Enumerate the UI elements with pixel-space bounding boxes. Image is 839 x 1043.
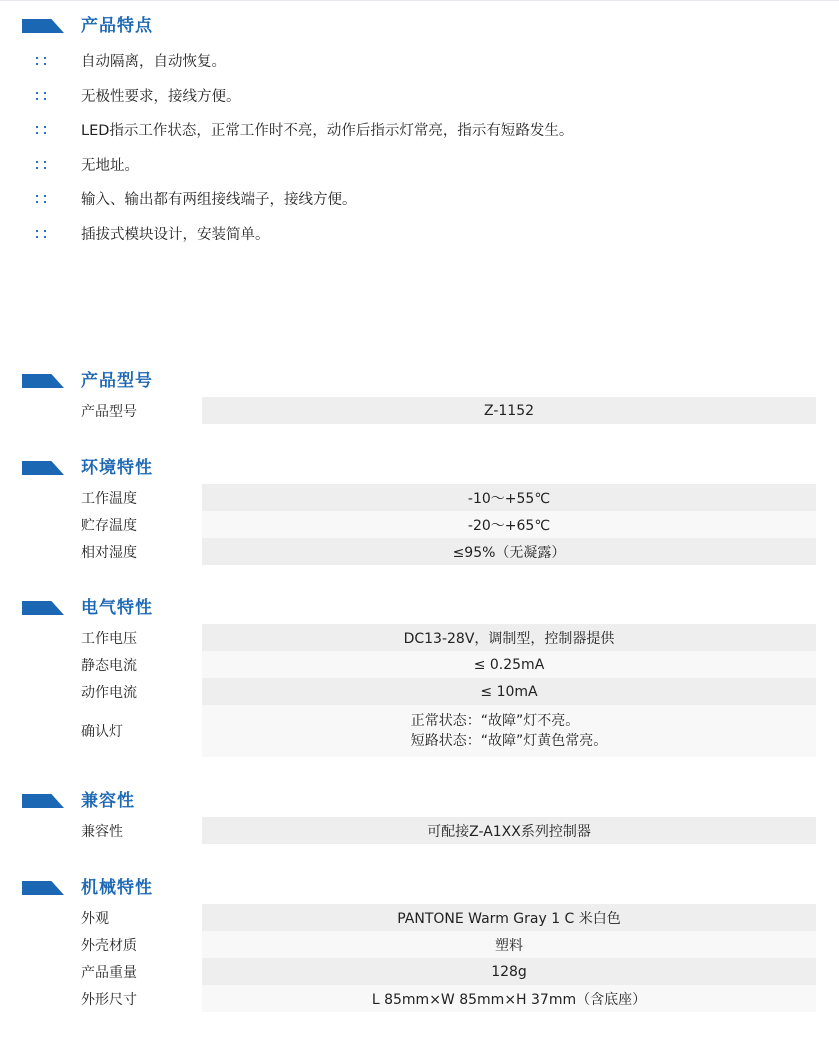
section-mechanical xyxy=(0,875,839,1008)
spec-value xyxy=(202,931,816,958)
spec-value-text: -20～+65℃ xyxy=(467,517,551,534)
spec-value-multiline xyxy=(411,711,608,751)
list-item xyxy=(0,152,839,187)
spec-label: 确认灯 xyxy=(81,724,123,740)
section-model xyxy=(0,368,839,420)
section-header xyxy=(0,13,839,39)
feature-text: 输入、输出都有两组接线端子，接线方便。 xyxy=(81,192,357,209)
section-title: 产品特点 xyxy=(81,16,153,36)
spec-value xyxy=(202,958,816,985)
table-row xyxy=(0,817,839,844)
section-compatibility xyxy=(0,788,839,840)
spec-value-text: ≤95%（无凝露） xyxy=(452,544,566,561)
spec-value-text: DC13-28V，调制型，控制器提供 xyxy=(403,630,615,647)
spec-label: 产品重量 xyxy=(81,964,137,981)
section-title: 电气特性 xyxy=(81,598,153,618)
section-marker-icon xyxy=(22,374,64,388)
table-row xyxy=(0,538,839,565)
section-header xyxy=(0,368,839,394)
spec-table xyxy=(0,817,839,844)
spec-value-text: PANTONE Warm Gray 1 C 米白色 xyxy=(397,910,621,927)
table-row xyxy=(0,397,839,424)
dotted-bullet-icon xyxy=(36,54,50,68)
table-row xyxy=(0,624,839,651)
top-divider xyxy=(0,0,839,1)
table-row xyxy=(0,651,839,678)
section-title: 产品型号 xyxy=(81,371,153,391)
spec-value xyxy=(202,678,816,705)
dotted-bullet-icon xyxy=(36,227,50,241)
table-row xyxy=(0,904,839,931)
spec-label: 兼容性 xyxy=(81,823,123,840)
spec-value-text: 塑料 xyxy=(495,937,523,954)
spec-value xyxy=(202,651,816,678)
section-title: 环境特性 xyxy=(81,458,153,478)
list-item xyxy=(0,48,839,83)
spec-value-text: L 85mm×W 85mm×H 37mm（含底座） xyxy=(371,991,647,1008)
feature-list xyxy=(0,48,839,256)
section-features xyxy=(0,13,839,243)
dotted-bullet-icon xyxy=(36,158,50,172)
spec-label: 外形尺寸 xyxy=(81,991,137,1008)
spec-table xyxy=(0,484,839,565)
feature-text: 无地址。 xyxy=(81,157,139,174)
table-row xyxy=(0,484,839,511)
spec-table xyxy=(0,397,839,424)
section-electrical xyxy=(0,595,839,749)
table-row xyxy=(0,511,839,538)
section-header xyxy=(0,788,839,814)
table-row xyxy=(0,931,839,958)
list-item xyxy=(0,186,839,221)
spec-value-text: Z-1152 xyxy=(483,402,535,419)
dotted-bullet-icon xyxy=(36,192,50,206)
spec-label: 外观 xyxy=(81,910,109,927)
spec-label: 静态电流 xyxy=(81,657,137,674)
spec-value xyxy=(202,624,816,651)
spec-value-text: ≤ 10mA xyxy=(480,683,538,700)
spec-value-text: -10～+55℃ xyxy=(467,490,551,507)
feature-text: 插拔式模块设计，安装简单。 xyxy=(81,226,270,243)
section-marker-icon xyxy=(22,794,64,808)
section-header xyxy=(0,595,839,621)
spec-value xyxy=(202,985,816,1012)
spec-label: 外壳材质 xyxy=(81,937,137,954)
dotted-bullet-icon xyxy=(36,89,50,103)
dotted-bullet-icon xyxy=(36,123,50,137)
list-item xyxy=(0,117,839,152)
spec-value-line: 短路状态：“故障”灯黄色常亮。 xyxy=(410,733,608,749)
spec-label: 动作电流 xyxy=(81,684,137,701)
spec-value xyxy=(202,484,816,511)
spec-value-text: 128g xyxy=(491,963,527,980)
spec-value xyxy=(202,817,816,844)
spec-label: 工作温度 xyxy=(81,490,137,507)
feature-text: LED指示工作状态，正常工作时不亮，动作后指示灯常亮，指示有短路发生。 xyxy=(81,123,574,140)
spec-value-line: 正常状态：“故障”灯不亮。 xyxy=(410,713,580,729)
spec-value xyxy=(202,511,816,538)
section-title: 机械特性 xyxy=(81,878,153,898)
section-marker-icon xyxy=(22,19,64,33)
section-marker-icon xyxy=(22,461,64,475)
spec-table xyxy=(0,904,839,1012)
section-header xyxy=(0,455,839,481)
section-environment xyxy=(0,455,839,561)
list-item xyxy=(0,83,839,118)
table-row xyxy=(0,705,839,757)
spec-label: 相对湿度 xyxy=(81,544,137,561)
spec-value xyxy=(202,538,816,565)
table-row xyxy=(0,958,839,985)
section-header xyxy=(0,875,839,901)
spec-value-text: ≤ 0.25mA xyxy=(473,656,545,673)
spec-value-text: 可配接Z-A1XX系列控制器 xyxy=(427,823,591,840)
spec-table xyxy=(0,624,839,757)
section-marker-icon xyxy=(22,601,64,615)
spec-label: 贮存温度 xyxy=(81,517,137,534)
table-row xyxy=(0,985,839,1012)
spec-value xyxy=(202,397,816,424)
spec-value xyxy=(202,705,816,757)
list-item xyxy=(0,221,839,256)
spec-label: 产品型号 xyxy=(81,403,137,420)
feature-text: 自动隔离，自动恢复。 xyxy=(81,54,226,70)
table-row xyxy=(0,678,839,705)
feature-text: 无极性要求，接线方便。 xyxy=(81,88,241,105)
spec-label: 工作电压 xyxy=(81,630,137,647)
spec-value xyxy=(202,904,816,931)
section-title: 兼容性 xyxy=(81,791,135,811)
section-marker-icon xyxy=(22,881,64,895)
